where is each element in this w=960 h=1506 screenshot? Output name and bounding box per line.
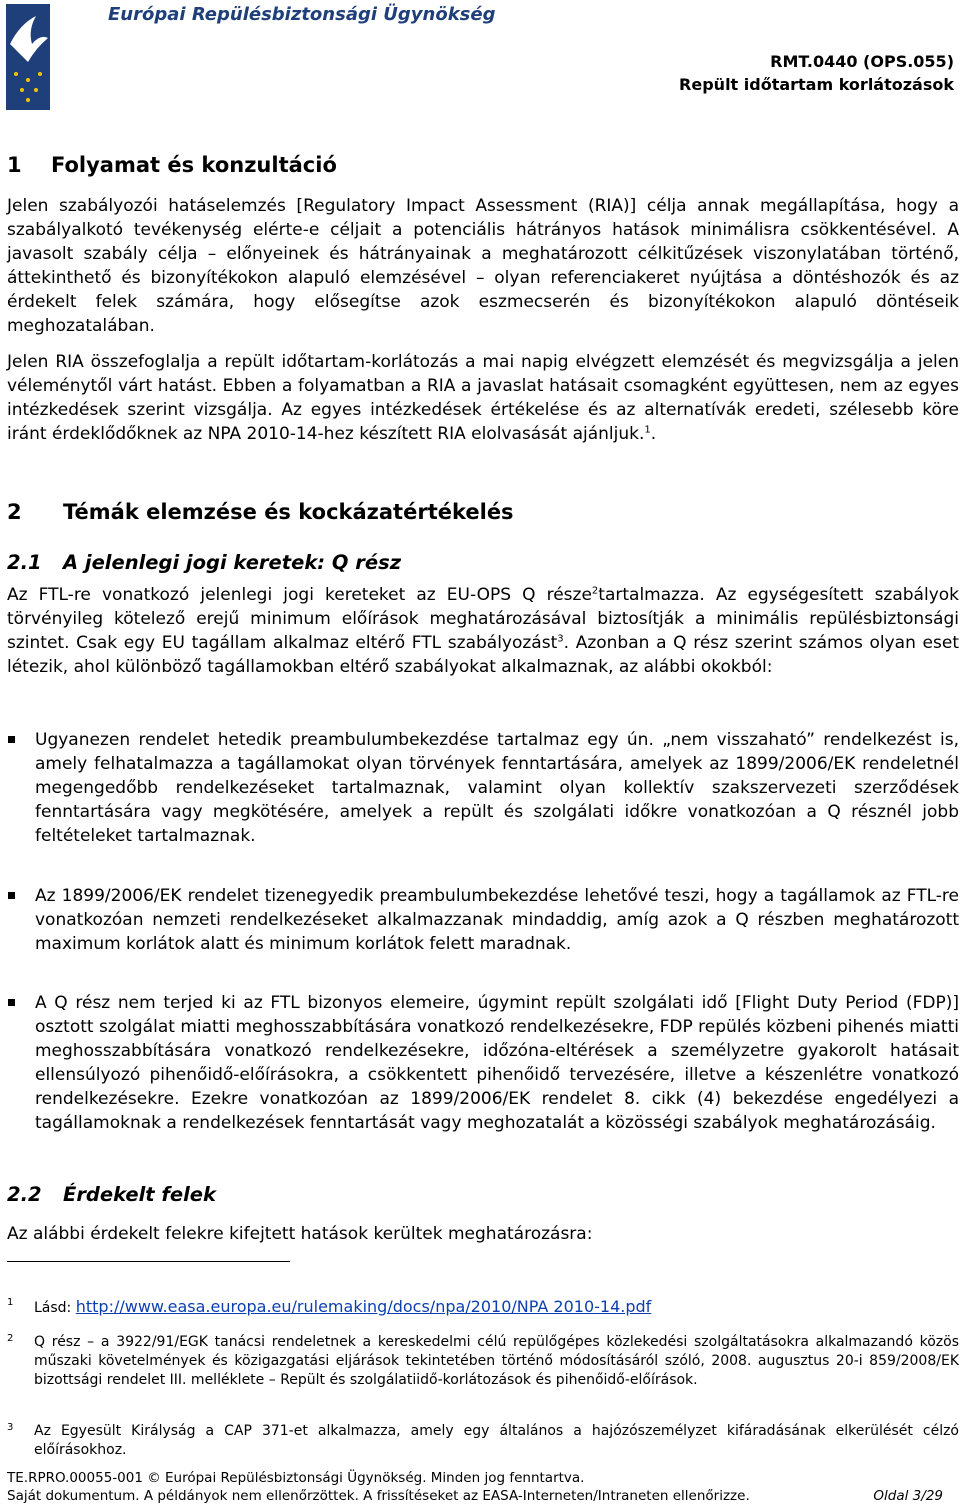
footnote-ref: 3	[557, 633, 564, 645]
doc-code: RMT.0440 (OPS.055)	[770, 52, 954, 71]
section-1-body	[7, 194, 959, 446]
footer-notice: Saját dokumentum. A példányok nem ellenőrzöttek. A frissítéseket az EASA-Interneten/Intraneten ellenőrizze.	[7, 1488, 750, 1504]
bullet-list	[7, 991, 959, 1135]
document-reference	[679, 52, 954, 94]
paragraph: Jelen RIA összefoglalja a repült időtartam-korlátozás a mai napig elvégzett elemzését és megvizsgálja a jelen véleménytől várt hatást. Ebben a folyamatban a RIA a javaslat hatásait csomagként együttesen, nem az egyes intézkedések szerint vizsgálja. Az egyes intézkedések értékelése és az alternatívák eredeti, szélesebb köre iránt érdeklődőknek az NPA 2010-14-hez készített RIA elolvasását ajánljuk.$^1$.	[7, 352, 959, 444]
section-2-1-body	[7, 583, 959, 679]
section-1-heading: 1 Folyamat és konzultáció	[7, 153, 337, 177]
bullet-icon	[8, 736, 15, 743]
footnote: 2 Q rész – a 3922/91/EGK tanácsi rendeletnek a kereskedelmi célú repülőgépes közlekedési szolgáltatásokra alkalmazandó közös műszaki követelmények és közigazgatási eljárások tekintetében történő módosításáról szóló, 2008. augusztus 20-i 859/2008/EK bizottsági rendelet III. melléklete – Repült és szolgálatiidő-korlátozások és pihenőidő-előírások.	[7, 1333, 959, 1388]
section-2-2	[7, 1183, 959, 1206]
doc-subject: Repült időtartam korlátozások	[679, 75, 954, 94]
footnote: 1 Lásd: http://www.easa.europa.eu/rulemaking/docs/npa/2010/NPA 2010-14.pdf	[7, 1297, 652, 1316]
paragraph: Az alábbi érdekelt felekre kifejtett hatások kerültek meghatározásra:	[7, 1224, 593, 1244]
section-2-2-body	[7, 1222, 959, 1246]
section-2-heading: 2 Témák elemzése és kockázatértékelés	[7, 500, 514, 524]
paragraph: Az FTL-re vonatkozó jelenlegi jogi kereteket az EU-OPS Q része$^2$tartalmazza. Az egységesített szabályok törvényileg kötelező erejű minimum előírások meghatározásával biztosítják a minimális repülésbiztonsági szintet. Csak egy EU tagállam alkalmaz eltérő FTL szabályozást$^3$. Azonban a Q rész szerint számos olyan eset létezik, ahol különböző tagállamokban eltérő szabályokat alkalmaznak, az alábbi okokból:	[7, 585, 960, 677]
footnote-divider	[7, 1261, 290, 1262]
footer-copyright: TE.RPRO.00055-001 © Európai Repülésbiztonsági Ügynökség. Minden jog fenntartva.	[7, 1470, 585, 1486]
footnote: 3 Az Egyesült Királyság a CAP 371-et alkalmazza, amely egy általános a hajózószemélyzet kifáradásának elkerülését célzó előírásokhoz.	[7, 1422, 959, 1458]
section-2-1-heading: 2.1 A jelenlegi jogi keretek: Q rész	[7, 551, 402, 574]
list-item: A Q rész nem terjed ki az FTL bizonyos elemeire, úgymint repült szolgálati idő [Flight Duty Period (FDP)] osztott szolgálat miatti meghosszabbítására vonatkozó rendelkezésekre, FDP repülés közbeni pihenés miatti meghosszabbítására vonatkozó rendelkezésekre, időzóna-eltérések a személyzetre gyakorolt hatásait ellensúlyozó pihenőidő-előírásokra, a csökkentett pihenőidő tervezésére, illetve a készenlétre vonatkozó rendelkezésekre. Ezekre vonatkozóan az 1899/2006/EK rendelet 8. cikk (4) bekezdése engedélyezi a tagállamoknak a rendelkezések fenntartását vagy meghozatalát a közösségi szabályok meghatározásáig.	[7, 991, 959, 1135]
page-number: Oldal 3/29	[873, 1488, 943, 1504]
section-2	[7, 500, 959, 524]
agency-name: Európai Repülésbiztonsági Ügynökség	[108, 4, 496, 25]
bullet-icon	[8, 999, 15, 1006]
bullet-list	[7, 884, 959, 956]
section-2-2-heading: 2.2 Érdekelt felek	[7, 1183, 217, 1206]
page-footer	[7, 1469, 959, 1505]
bullet-list	[7, 728, 959, 848]
section-1	[7, 153, 959, 177]
easa-logo-icon	[6, 4, 50, 110]
footnote-link[interactable]: http://www.easa.europa.eu/rulemaking/docs/npa/2010/NPA 2010-14.pdf	[75, 1297, 652, 1316]
bullet-icon	[8, 892, 15, 899]
footnote-ref: 1	[644, 424, 651, 436]
list-item: Ugyanezen rendelet hetedik preambulumbekezdése tartalmaz egy ún. „nem visszaható” rendelkezést is, amely felhatalmazza a tagállamokat olyan törvények fenntartására, amelyek az 1899/2006/EK rendeletnél megengedőbb rendelkezéseket tartalmaznak, valamint olyan kollektív szakszervezeti szerződések fenntartására vagy megkötésére, amelyek a repült és szolgálati időkre vonatkozóan a Q résznél jobb feltételeket tartalmaznak.	[7, 728, 959, 848]
footnote-ref: 2	[591, 585, 599, 597]
list-item: Az 1899/2006/EK rendelet tizenegyedik preambulumbekezdése lehetővé teszi, hogy a tagállamok az FTL-re vonatkozóan nemzeti rendelkezéseket alkalmazzanak mindaddig, amíg azok a Q részben meghatározott maximum korlátok alatt és minimum korlátok felett maradnak.	[7, 884, 959, 956]
section-2-1	[7, 551, 959, 574]
paragraph: Jelen szabályozói hatáselemzés [Regulatory Impact Assessment (RIA)] célja annak megállapítása, hogy a szabályalkotó tevékenység elérte-e céljait a potenciális hátrányos hatások minimálisra csökkentésével. A javasolt szabály célja – előnyeinek és hátrányainak a meghatározott célkitűzések viszonylatában történő, áttekinthető és bizonyítékokon alapuló elemzésével – olyan referenciakeret nyújtása a döntéshozók és az érdekelt felek számára, hogy elősegítse azok eszmecserén és bizonyítékokon alapuló döntéseik meghozatalában.	[7, 196, 959, 336]
